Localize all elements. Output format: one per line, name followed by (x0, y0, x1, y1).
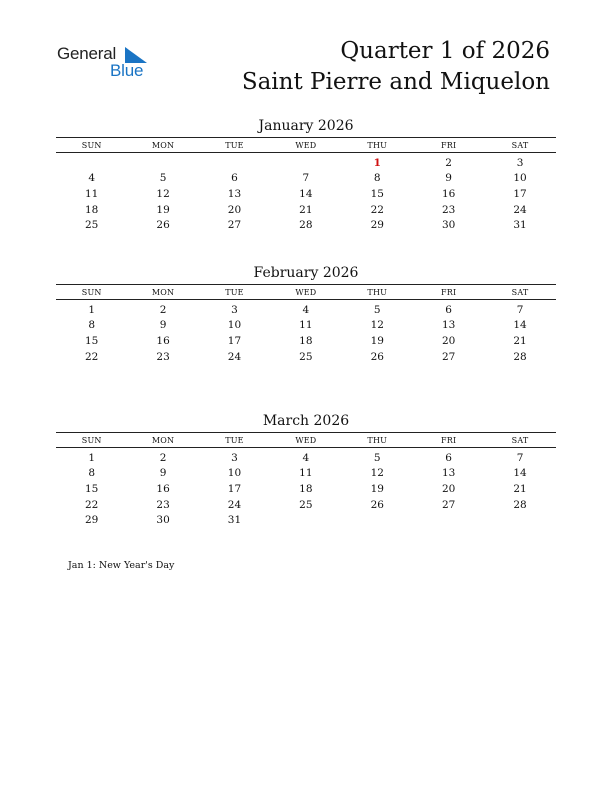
week-row (56, 302, 556, 318)
day-cell: 31 (227, 514, 242, 527)
day-cell: 15 (85, 334, 99, 347)
weekday-label: FRI (440, 435, 457, 445)
weekday-label: SAT (511, 287, 529, 297)
day-cell: 11 (299, 467, 313, 480)
weekday-header (56, 432, 556, 448)
day-cell: 25 (299, 498, 313, 511)
weekday-label: TUE (225, 287, 244, 297)
weekday-header (56, 284, 556, 300)
day-cell: 16 (156, 334, 170, 347)
holiday-notes (68, 560, 174, 571)
day-cell: 14 (513, 319, 527, 332)
day-cell: 20 (441, 482, 456, 495)
day-cell: 3 (516, 156, 524, 169)
weekday-header (56, 137, 556, 153)
day-cell: 30 (156, 514, 170, 527)
day-cell: 26 (156, 219, 170, 232)
day-cell: 18 (299, 482, 313, 495)
day-cell: 28 (513, 498, 527, 511)
logo-general-text: General (57, 44, 117, 63)
week-row (56, 318, 556, 334)
weekday-label: SAT (511, 435, 529, 445)
weekday-label: WED (295, 435, 317, 445)
week-row (56, 512, 556, 528)
day-cell: 15 (85, 482, 99, 495)
day-cell: 11 (85, 187, 99, 200)
weekday-label: THU (367, 435, 388, 445)
day-cell: 20 (441, 334, 456, 347)
week-row (56, 349, 556, 365)
weekday-label: WED (295, 287, 317, 297)
day-cell: 6 (231, 172, 238, 185)
day-cell: 23 (156, 350, 170, 363)
day-cell: 7 (302, 172, 310, 185)
day-cell: 21 (513, 482, 527, 495)
weekday-label: FRI (440, 287, 457, 297)
title-region: Saint Pierre and Miquelon (241, 69, 550, 95)
day-cell: 12 (156, 187, 170, 200)
day-cell: 22 (370, 203, 384, 216)
day-cell: 18 (85, 203, 99, 216)
month-name: March 2026 (262, 413, 350, 429)
day-cell: 7 (516, 303, 524, 316)
day-cell: 17 (227, 334, 242, 347)
day-cell: 3 (231, 451, 238, 464)
weekday-label: TUE (225, 435, 244, 445)
day-cell: 18 (299, 334, 313, 347)
day-cell: 10 (227, 467, 242, 480)
day-cell: 27 (441, 350, 456, 363)
day-cell: 26 (370, 350, 384, 363)
day-cell: 31 (513, 219, 527, 232)
day-cell: 2 (159, 451, 167, 464)
week-row (56, 155, 556, 171)
day-cell: 8 (88, 319, 96, 332)
day-cell: 17 (227, 482, 242, 495)
day-cell: 21 (299, 203, 313, 216)
day-cell: 28 (513, 350, 527, 363)
day-cell: 24 (227, 498, 242, 511)
day-cell: 11 (299, 319, 313, 332)
weekday-label: MON (151, 287, 175, 297)
day-cell: 26 (370, 498, 384, 511)
weekday-label: THU (367, 287, 388, 297)
day-cell: 24 (227, 350, 242, 363)
day-cell: 2 (445, 156, 452, 169)
day-cell: 15 (370, 187, 384, 200)
day-cell: 24 (513, 203, 527, 216)
day-cell: 9 (159, 467, 167, 480)
holiday-day-cell: 1 (373, 156, 381, 169)
day-cell: 5 (373, 303, 381, 316)
day-cell: 6 (445, 451, 452, 464)
week-row (56, 333, 556, 349)
day-cell: 14 (513, 467, 527, 480)
week-row (56, 217, 556, 233)
day-cell: 4 (88, 172, 96, 185)
day-cell: 9 (159, 319, 167, 332)
day-cell: 3 (231, 303, 238, 316)
weekday-label: TUE (225, 140, 244, 150)
day-cell: 5 (373, 451, 381, 464)
day-cell: 10 (227, 319, 242, 332)
day-cell: 4 (302, 303, 310, 316)
day-cell: 13 (227, 187, 242, 200)
weekday-label: SUN (81, 287, 102, 297)
day-cell: 10 (513, 172, 527, 185)
day-cell: 14 (299, 187, 313, 200)
day-cell: 17 (513, 187, 527, 200)
day-cell: 13 (441, 319, 456, 332)
day-cell: 12 (370, 467, 384, 480)
day-cell: 9 (445, 172, 452, 185)
day-cell: 27 (441, 498, 456, 511)
logo-blue-text: Blue (110, 61, 144, 80)
day-cell: 7 (516, 451, 524, 464)
weekday-label: MON (151, 140, 175, 150)
day-cell: 25 (299, 350, 313, 363)
week-row (56, 450, 556, 466)
day-cell: 23 (441, 203, 456, 216)
day-cell: 12 (370, 319, 384, 332)
day-cell: 1 (88, 451, 96, 464)
day-cell: 5 (159, 172, 167, 185)
weekday-label: SAT (511, 140, 529, 150)
day-cell: 28 (299, 219, 313, 232)
day-cell: 22 (85, 350, 99, 363)
week-row (56, 202, 556, 218)
page-title (242, 36, 550, 98)
week-row (56, 481, 556, 497)
generalblue-logo (57, 44, 157, 84)
day-cell: 21 (513, 334, 527, 347)
day-cell: 29 (85, 514, 99, 527)
weekday-label: THU (367, 140, 388, 150)
day-cell: 25 (85, 219, 99, 232)
day-cell: 30 (441, 219, 456, 232)
month-calendar (56, 412, 556, 528)
weekday-label: MON (151, 435, 175, 445)
holiday-note: Jan 1: New Year's Day (68, 560, 175, 571)
day-cell: 27 (227, 219, 242, 232)
day-cell: 8 (88, 467, 96, 480)
weekday-label: SUN (81, 140, 102, 150)
day-cell: 29 (370, 219, 384, 232)
day-cell: 2 (159, 303, 167, 316)
week-row (56, 497, 556, 513)
title-quarter: Quarter 1 of 2026 (340, 38, 550, 64)
day-cell: 20 (227, 203, 242, 216)
month-name: January 2026 (258, 118, 354, 134)
day-cell: 4 (302, 451, 310, 464)
day-cell: 16 (441, 187, 456, 200)
day-cell: 6 (445, 303, 452, 316)
month-name: February 2026 (253, 265, 359, 281)
day-cell: 13 (441, 467, 456, 480)
day-cell: 19 (156, 203, 170, 216)
weekday-label: SUN (81, 435, 102, 445)
weekday-label: FRI (440, 140, 457, 150)
weekday-label: WED (295, 140, 317, 150)
month-calendar (56, 264, 556, 364)
day-cell: 23 (156, 498, 170, 511)
day-cell: 16 (156, 482, 170, 495)
day-cell: 19 (370, 482, 384, 495)
day-cell: 8 (373, 172, 381, 185)
day-cell: 22 (85, 498, 99, 511)
week-row (56, 466, 556, 482)
week-row (56, 171, 556, 187)
week-row (56, 186, 556, 202)
month-calendar (56, 117, 556, 233)
day-cell: 19 (370, 334, 384, 347)
day-cell: 1 (88, 303, 96, 316)
